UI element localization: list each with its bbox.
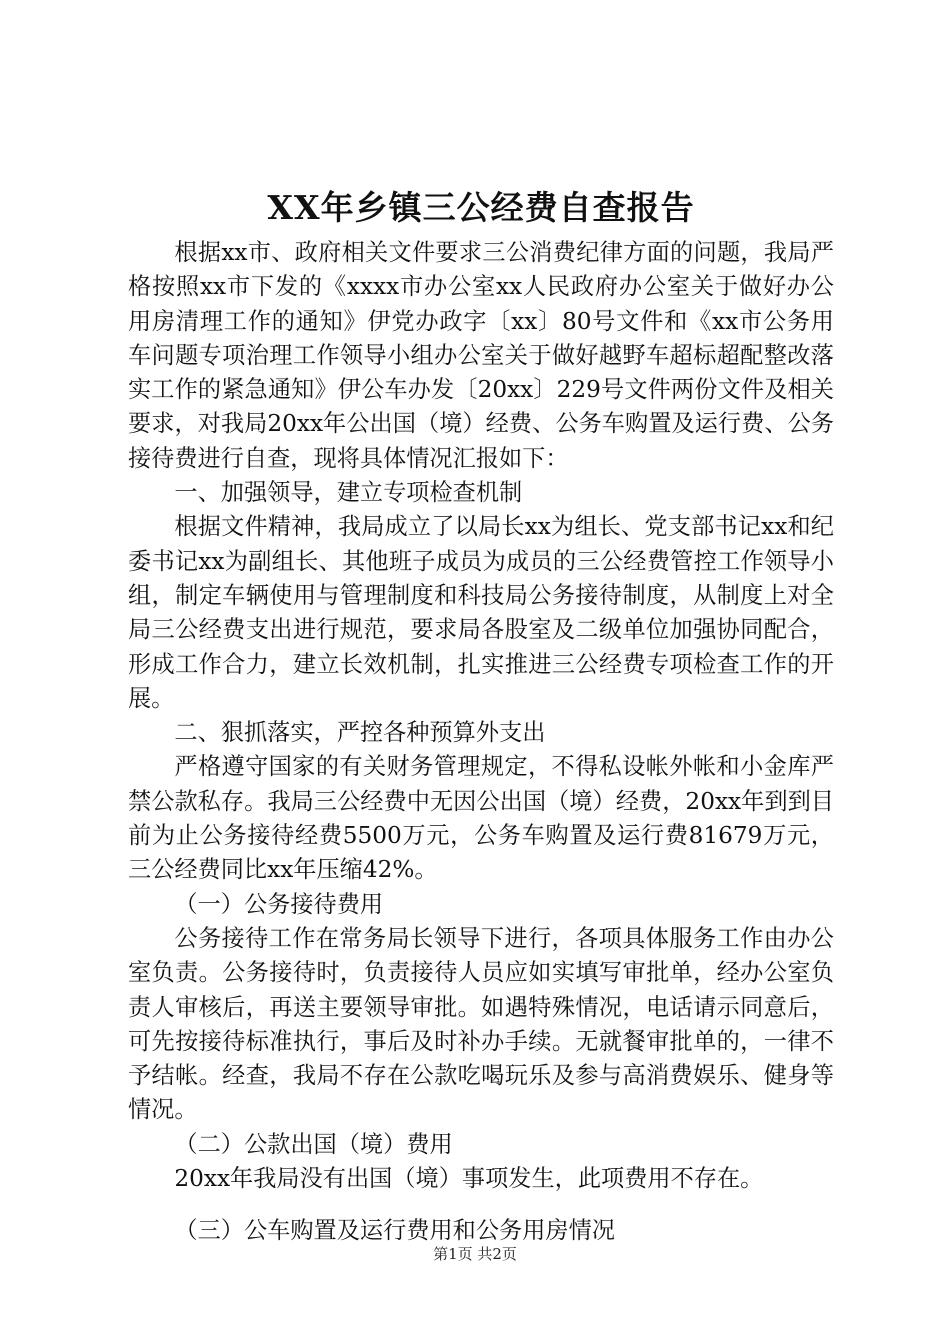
paragraph-subsection-1: 公务接待工作在常务局长领导下进行，各项具体服务工作由办公室负责。公务接待时，负责接待人员应如实填写审批单，经办公室负责人审核后，再送主要领导审批。如遇特殊情况，电话请示同意后，可先按接待标准执行，事后及时补办手续。无就餐审批单的，一律不予结帐。经查，我局不存在公款吃喝玩乐及参与高消费娱乐、健身等情况。 bbox=[128, 924, 834, 1124]
paragraph-section-2: 严格遵守国家的有关财务管理规定，不得私设帐外帐和小金库严禁公款私存。我局三公经费中无因公出国（境）经费，20xx年到到目前为止公务接待经费5500万元，公务车购置及运行费81679万元，三公经费同比xx年压缩42%。 bbox=[128, 753, 834, 884]
subsection-heading-3: （三）公车购置及运行费用和公务用房情况 bbox=[174, 1217, 615, 1245]
document-body bbox=[128, 236, 834, 1249]
document-title: XX年乡镇三公经费自查报告 bbox=[267, 188, 695, 227]
page-footer: 第1页 共2页 bbox=[433, 1245, 517, 1263]
section-heading-2: 二、狠抓落实，严控各种预算外支出 bbox=[174, 719, 546, 747]
paragraph-section-1: 根据文件精神，我局成立了以局长xx为组长、党支部书记xx和纪委书记xx为副组长、其他班子成员为成员的三公经费管控工作领导小组，制定车辆使用与管理制度和科技局公务接待制度，从制度上对全局三公经费支出进行规范，要求局各股室及二级单位加强协同配合，形成工作合力，建立长效机制，扎实推进三公经费专项检查工作的开展。 bbox=[128, 513, 834, 712]
subsection-heading-1: （一）公务接待费用 bbox=[174, 890, 384, 918]
section-heading-1: 一、加强领导，建立专项检查机制 bbox=[174, 479, 523, 507]
paragraph-intro: 根据xx市、政府相关文件要求三公消费纪律方面的问题，我局严格按照xx市下发的《xxxx市办公室xx人民政府办公室关于做好办公用房清理工作的通知》伊党办政字〔xx〕80号文件和《xx市公务用车问题专项治理工作领导小组办公室关于做好越野车超标超配整改落实工作的紧急通知》伊公车办发〔20xx〕229号文件两份文件及相关要求，对我局20xx年公出国（境）经费、公务车购置及运行费、公务接待费进行自查，现将具体情况汇报如下： bbox=[128, 239, 834, 472]
subsection-heading-2: （二）公款出国（境）费用 bbox=[174, 1130, 453, 1158]
paragraph-subsection-2: 20xx年我局没有出国（境）事项发生，此项费用不存在。 bbox=[174, 1165, 764, 1193]
